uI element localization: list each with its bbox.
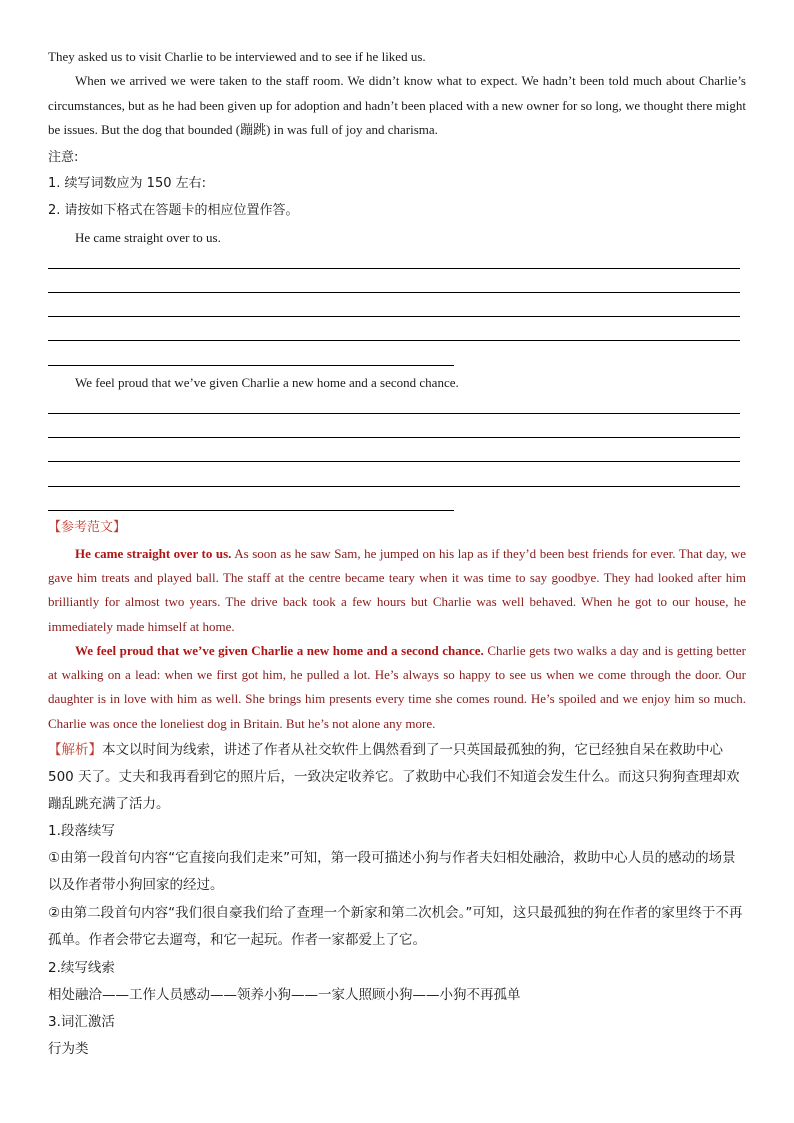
clue-chain: 相处融洽——工作人员感动——领养小狗——一家人照顾小狗——小狗不再孤单	[48, 987, 521, 1003]
sample-paragraph-1-body: As soon as he saw Sam, he jumped on his lap as if they’d been best friends for ever. That day, we gave him treats and played ball. The staff at the centre became teary when it was time to say goodbye. They had looked after him brilliantly for almost two years. The drive back took a few hours but Charlie was well behaved. When he got to our house, he immediately made himself at home.	[48, 546, 746, 634]
vocabulary-category: 行为类	[48, 1041, 89, 1057]
answer-line	[48, 268, 740, 269]
answer-line	[48, 292, 740, 293]
analysis-intro	[48, 737, 746, 818]
answer-line	[48, 461, 740, 462]
sample-paragraph-2	[48, 639, 746, 736]
prompt-paragraph-1: He came straight over to us.	[75, 230, 221, 245]
analysis-intro-text: 本文以时间为线索，讲述了作者从社交软件上偶然看到了一只英国最孤独的狗，它已经独自呆在救助中心 500 天了。丈夫和我再看到它的照片后，一致决定收养它。了救助中心我们不知道会发生什么。而这只狗狗查理却欢蹦乱跳充满了活力。	[48, 742, 740, 812]
answer-line	[48, 365, 454, 366]
answer-line	[48, 413, 740, 414]
passage-paragraph-1: They asked us to visit Charlie to be interviewed and to see if he liked us.	[48, 49, 426, 64]
sample-heading: 【参考范文】	[48, 520, 127, 535]
sample-paragraph-1-lead: He came straight over to us.	[75, 546, 232, 561]
sample-paragraph-2-lead: We feel proud that we’ve given Charlie a new home and a second chance.	[75, 643, 484, 658]
analysis-point-1: ①由第一段首句内容“它直接向我们走来”可知，第一段可描述小狗与作者夫妇相处融洽，救助中心人员的感动的场景以及作者带小狗回家的经过。	[48, 850, 736, 893]
answer-line	[48, 486, 740, 487]
notes-heading: 注意:	[48, 150, 79, 165]
answer-line	[48, 510, 454, 511]
passage-paragraph-2: When we arrived we were taken to the staff room. We didn’t know what to expect. We hadn’t been told much about Charlie’s circumstances, but as he had been given up for adoption and hadn’t been placed with a new owner for so long, we thought there might be issues. But the dog that bounded (蹦跳) in was full of joy and charisma.	[48, 73, 746, 137]
answer-line	[48, 437, 740, 438]
sample-paragraph-1	[48, 542, 746, 639]
answer-line	[48, 340, 740, 341]
sample-paragraph-2-body: Charlie gets two walks a day and is getting better at walking on a lead: when we first got him, he pulled a lot. He’s always so happy to see us when we come through the door. Our daughter is in love with him as well. She brings him presents every time she comes round. He’s spoiled and we enjoy him so much. Charlie was once the loneliest dog in Britain. But he’s not alone any more.	[48, 643, 746, 731]
analysis-heading: 【解析】	[48, 742, 102, 758]
prompt-paragraph-2: We feel proud that we’ve given Charlie a new home and a second chance.	[75, 375, 459, 390]
notes-item-1: 1. 续写词数应为 150 左右:	[48, 176, 206, 191]
analysis-point-2: ②由第二段首句内容“我们很自豪我们给了查理一个新家和第二次机会。”可知，这只最孤独的狗在作者的家里终于不再孤单。作者会带它去遛弯，和它一起玩。作者一家都爱上了它。	[48, 905, 743, 948]
section-1-title: 1.段落续写	[48, 823, 115, 839]
notes-item-2: 2. 请按如下格式在答题卡的相应位置作答。	[48, 203, 299, 218]
section-2-title: 2.续写线索	[48, 960, 115, 976]
answer-line	[48, 316, 740, 317]
section-3-title: 3.词汇激活	[48, 1014, 115, 1030]
